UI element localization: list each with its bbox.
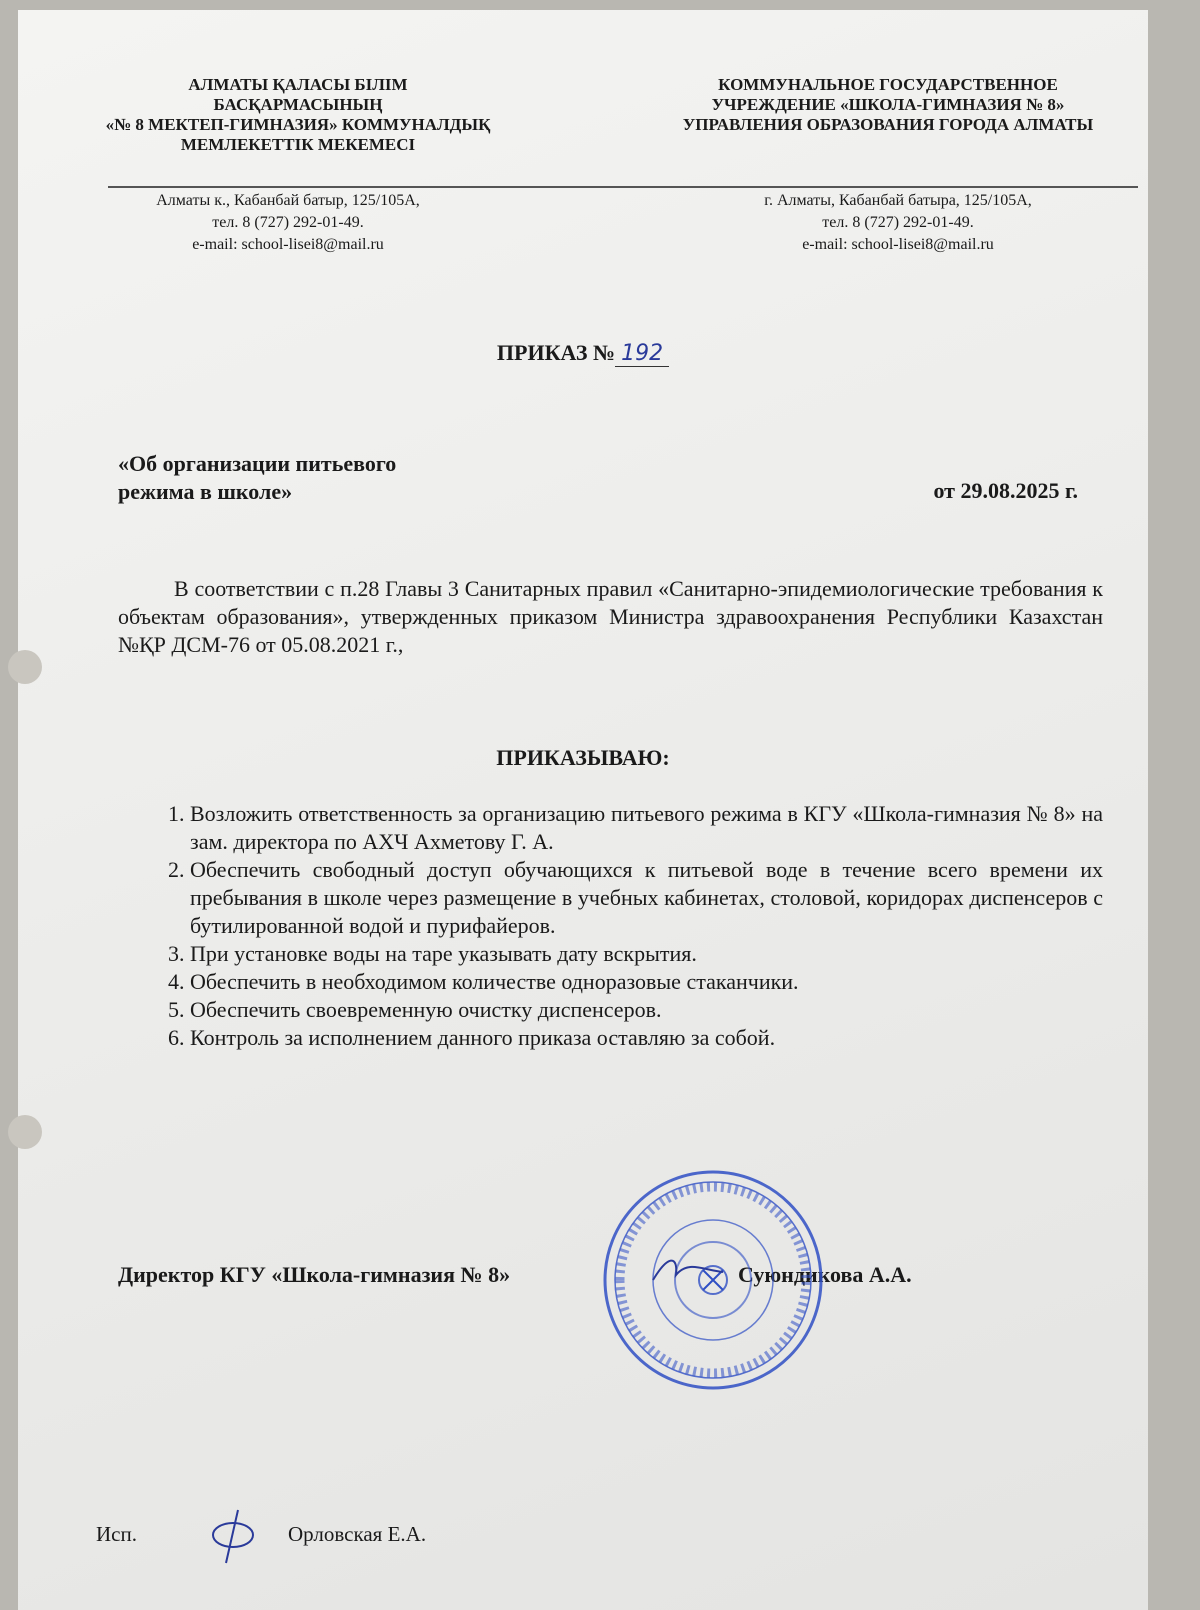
list-item: 2. Обеспечить свободный доступ обучающихся к питьевой воде в течение всего времени их пребывания в школе через размещение в учебных кабинетах, столовой, коридорах диспенсеров с бутилированной водой и пурифайеров. <box>190 856 1103 940</box>
list-item: 3. При установке воды на таре указывать дату вскрытия. <box>190 940 1103 968</box>
header-line: МЕМЛЕКЕТТІК МЕКЕМЕСІ <box>180 135 416 154</box>
list-item: 1. Возложить ответственность за организацию питьевого режима в КГУ «Школа-гимназия № 8» на зам. директора по АХЧ Ахметову Г. А. <box>190 800 1103 856</box>
document-page <box>18 10 1148 1610</box>
address-line: г. Алматы, Кабанбай батыра, 125/105А, <box>764 192 1032 209</box>
title-text: ПРИКАЗ № <box>496 340 616 365</box>
executor-name: Орловская Е.А. <box>288 1522 427 1546</box>
signer-position: Директор КГУ «Школа-гимназия № 8» <box>118 1262 511 1287</box>
list-item: 4. Обеспечить в необходимом количестве одноразовые стаканчики. <box>190 968 1103 996</box>
header-left-kazakh <box>78 75 518 155</box>
header-line: УПРАВЛЕНИЯ ОБРАЗОВАНИЯ ГОРОДА АЛМАТЫ <box>682 115 1094 134</box>
header-line: «№ 8 МЕКТЕП-ГИМНАЗИЯ» КОММУНАЛДЫҚ <box>105 115 491 134</box>
header-right-russian <box>638 75 1138 135</box>
subject-line: режима в школе» <box>118 479 293 504</box>
executor-signature <box>198 1505 268 1565</box>
list-item: 6. Контроль за исполнением данного приказа оставляю за собой. <box>190 1024 1103 1052</box>
address-right <box>718 190 1078 256</box>
header-line: КОММУНАЛЬНОЕ ГОСУДАРСТВЕННОЕ <box>718 75 1058 94</box>
executor-label: Исп. <box>96 1522 137 1546</box>
subject-line: «Об организации питьевого <box>118 451 397 476</box>
director-signature <box>648 1250 728 1290</box>
header-divider <box>108 186 1138 188</box>
document-title <box>18 340 1148 366</box>
phone: тел. 8 (727) 292-01-49. <box>822 214 974 231</box>
email: e-mail: school-lisei8@mail.ru <box>802 236 994 253</box>
order-heading: ПРИКАЗЫВАЮ: <box>496 745 670 770</box>
header-line: УЧРЕЖДЕНИЕ «ШКОЛА-ГИМНАЗИЯ № 8» <box>711 95 1065 114</box>
list-item: 5. Обеспечить своевременную очистку диспенсеров. <box>190 996 1103 1024</box>
order-subject <box>118 450 396 506</box>
order-number: 192 <box>615 341 669 367</box>
punch-hole <box>8 1115 42 1149</box>
address-left <box>108 190 468 256</box>
phone: тел. 8 (727) 292-01-49. <box>212 214 364 231</box>
header-line: АЛМАТЫ ҚАЛАСЫ БІЛІМ <box>188 75 408 94</box>
signer-name: Суюндикова А.А. <box>738 1262 912 1287</box>
punch-hole <box>8 650 42 684</box>
preamble: В соответствии с п.28 Главы 3 Санитарных правил «Санитарно-эпидемиологические требования к объектам образования», утвержденных приказом Министра здравоохранения Республики Казахстан №ҚР ДСМ-76 от 05.08.2021 г., <box>118 576 1103 657</box>
order-date: от 29.08.2025 г. <box>933 478 1078 503</box>
order-items <box>158 800 1103 1052</box>
email: e-mail: school-lisei8@mail.ru <box>192 236 384 253</box>
header-line: БАСҚАРМАСЫНЫҢ <box>213 95 383 114</box>
address-line: Алматы к., Кабанбай батыр, 125/105А, <box>156 192 420 209</box>
